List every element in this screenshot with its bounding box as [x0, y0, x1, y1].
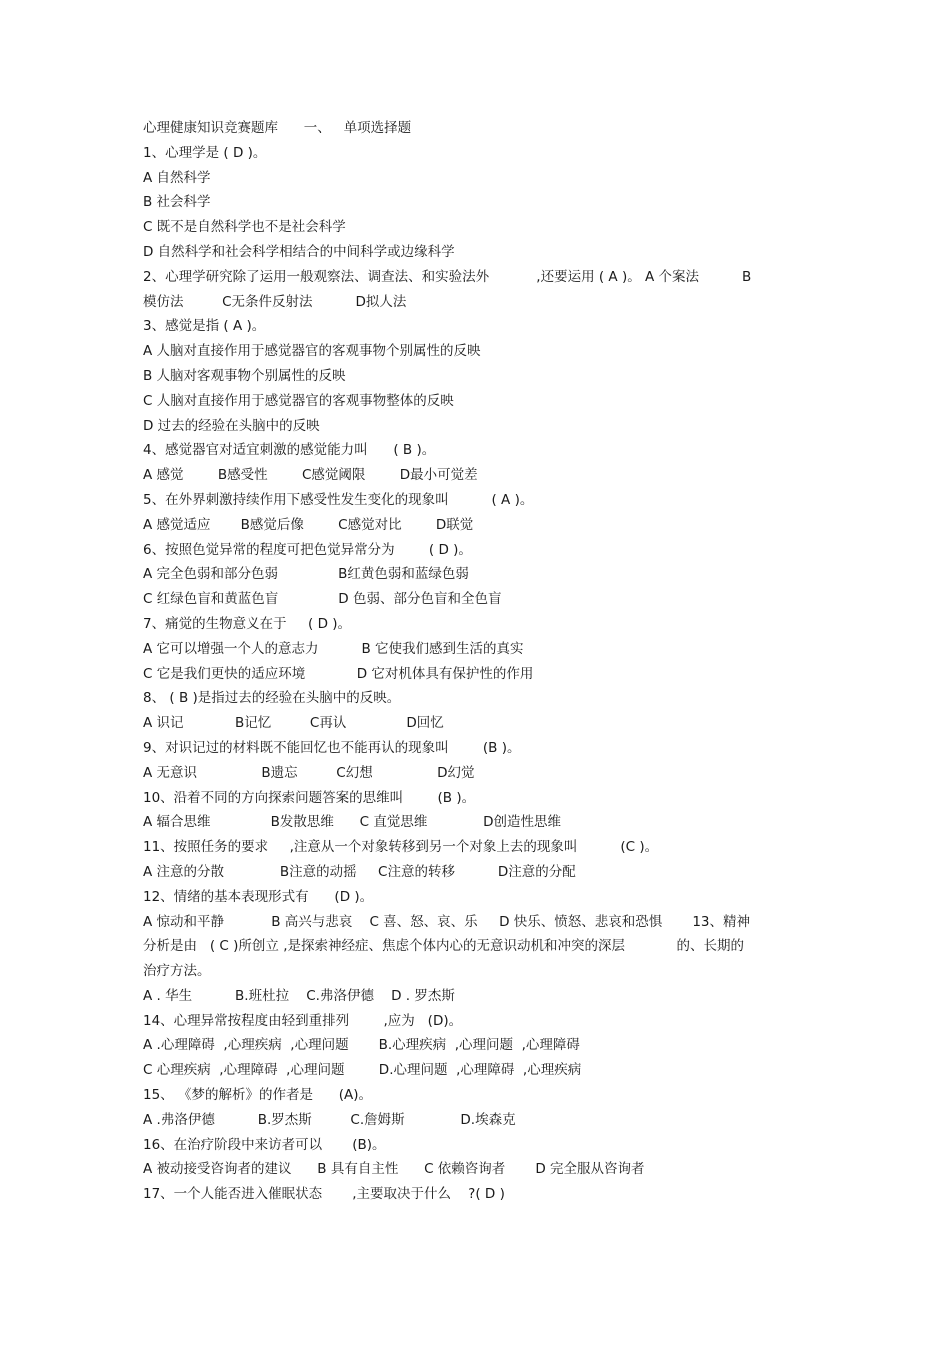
question-15: 15、 《梦的解析》的作者是 (A)。 — [143, 1087, 372, 1104]
question-2-options: 模仿法 C无条件反射法 D拟人法 — [143, 293, 407, 310]
question-12-options-and-question-13: A 惊动和平静 B 高兴与悲哀 C 喜、怒、哀、乐 D 快乐、愤怒、悲哀和恐惧 13、精神 — [143, 913, 751, 930]
question-7-options-ab: A 它可以增强一个人的意志力 B 它使我们感到生活的真实 — [143, 640, 524, 657]
question-3: 3、感觉是指 ( A )。 — [143, 318, 266, 335]
question-9: 9、对识记过的材料既不能回忆也不能再认的现象叫 (B )。 — [143, 739, 521, 756]
question-1-option-a: A 自然科学 — [143, 169, 211, 186]
question-6: 6、按照色觉异常的程度可把色觉异常分为 ( D )。 — [143, 541, 472, 558]
question-4-options: A 感觉 B感受性 C感觉阈限 D最小可觉差 — [143, 467, 478, 484]
question-16-options: A 被动接受咨询者的建议 B 具有自主性 C 依赖咨询者 D 完全服从咨询者 — [143, 1161, 645, 1178]
question-3-option-a: A 人脑对直接作用于感觉器官的客观事物个别属性的反映 — [143, 343, 481, 360]
question-16: 16、在治疗阶段中来访者可以 (B)。 — [143, 1136, 386, 1153]
question-13-continued: 分析是由 ( C )所创立 ,是探索神经症、焦虑个体内心的无意识动机和冲突的深层 的、长期的 — [143, 938, 744, 955]
question-1-option-b: B 社会科学 — [143, 194, 211, 211]
question-10: 10、沿着不同的方向探索问题答案的思维叫 (B )。 — [143, 789, 476, 806]
question-3-option-c: C 人脑对直接作用于感觉器官的客观事物整体的反映 — [143, 392, 454, 409]
question-9-options: A 无意识 B遗忘 C幻想 D幻觉 — [143, 764, 475, 781]
question-11-options: A 注意的分散 B注意的动摇 C注意的转移 D注意的分配 — [143, 863, 576, 880]
question-13-options: A . 华生 B.班杜拉 C.弗洛伊德 D . 罗杰斯 — [143, 987, 455, 1004]
question-3-option-b: B 人脑对客观事物个别属性的反映 — [143, 367, 346, 384]
question-10-options: A 辐合思维 B发散思维 C 直觉思维 D创造性思维 — [143, 814, 562, 831]
question-14: 14、心理异常按程度由轻到重排列 ,应为 (D)。 — [143, 1012, 463, 1029]
question-4: 4、感觉器官对适宜刺激的感觉能力叫 ( B )。 — [143, 442, 436, 459]
question-17: 17、一个人能否进入催眠状态 ,主要取决于什么 ?( D ) — [143, 1186, 505, 1203]
question-14-options-cd: C 心理疾病 ,心理障碍 ,心理问题 D.心理问题 ,心理障碍 ,心理疾病 — [143, 1062, 582, 1079]
question-6-options-ab: A 完全色弱和部分色弱 B红黄色弱和蓝绿色弱 — [143, 566, 469, 583]
question-5: 5、在外界刺激持续作用下感受性发生变化的现象叫 ( A )。 — [143, 491, 534, 508]
question-1-option-c: C 既不是自然科学也不是社会科学 — [143, 219, 346, 236]
question-14-options-ab: A .心理障碍 ,心理疾病 ,心理问题 B.心理疾病 ,心理问题 ,心理障碍 — [143, 1037, 580, 1054]
document-title-line: 心理健康知识竞赛题库 一、 单项选择题 — [143, 120, 412, 136]
question-1: 1、心理学是 ( D )。 — [143, 144, 267, 161]
question-2: 2、心理学研究除了运用一般观察法、调查法、和实验法外 ,还要运用 ( A )。 A 个案法 B — [143, 268, 752, 285]
question-7-options-cd: C 它是我们更快的适应环境 D 它对机体具有保护性的作用 — [143, 665, 534, 682]
document-body — [143, 116, 808, 1207]
question-8: 8、 ( B )是指过去的经验在头脑中的反映。 — [143, 690, 401, 707]
question-8-options: A 识记 B记忆 C再认 D回忆 — [143, 715, 444, 732]
question-3-option-d: D 过去的经验在头脑中的反映 — [143, 417, 320, 434]
question-13-end: 治疗方法。 — [143, 963, 211, 980]
question-1-option-d: D 自然科学和社会科学相结合的中间科学或边缘科学 — [143, 243, 455, 260]
question-11: 11、按照任务的要求 ,注意从一个对象转移到另一个对象上去的现象叫 (C )。 — [143, 839, 659, 856]
question-7: 7、痛觉的生物意义在于 ( D )。 — [143, 615, 352, 632]
question-12: 12、情绪的基本表现形式有 (D )。 — [143, 888, 374, 905]
question-6-options-cd: C 红绿色盲和黄蓝色盲 D 色弱、部分色盲和全色盲 — [143, 591, 502, 608]
question-15-options: A .弗洛伊德 B.罗杰斯 C.詹姆斯 D.埃森克 — [143, 1111, 516, 1128]
question-5-options: A 感觉适应 B感觉后像 C感觉对比 D联觉 — [143, 516, 474, 533]
